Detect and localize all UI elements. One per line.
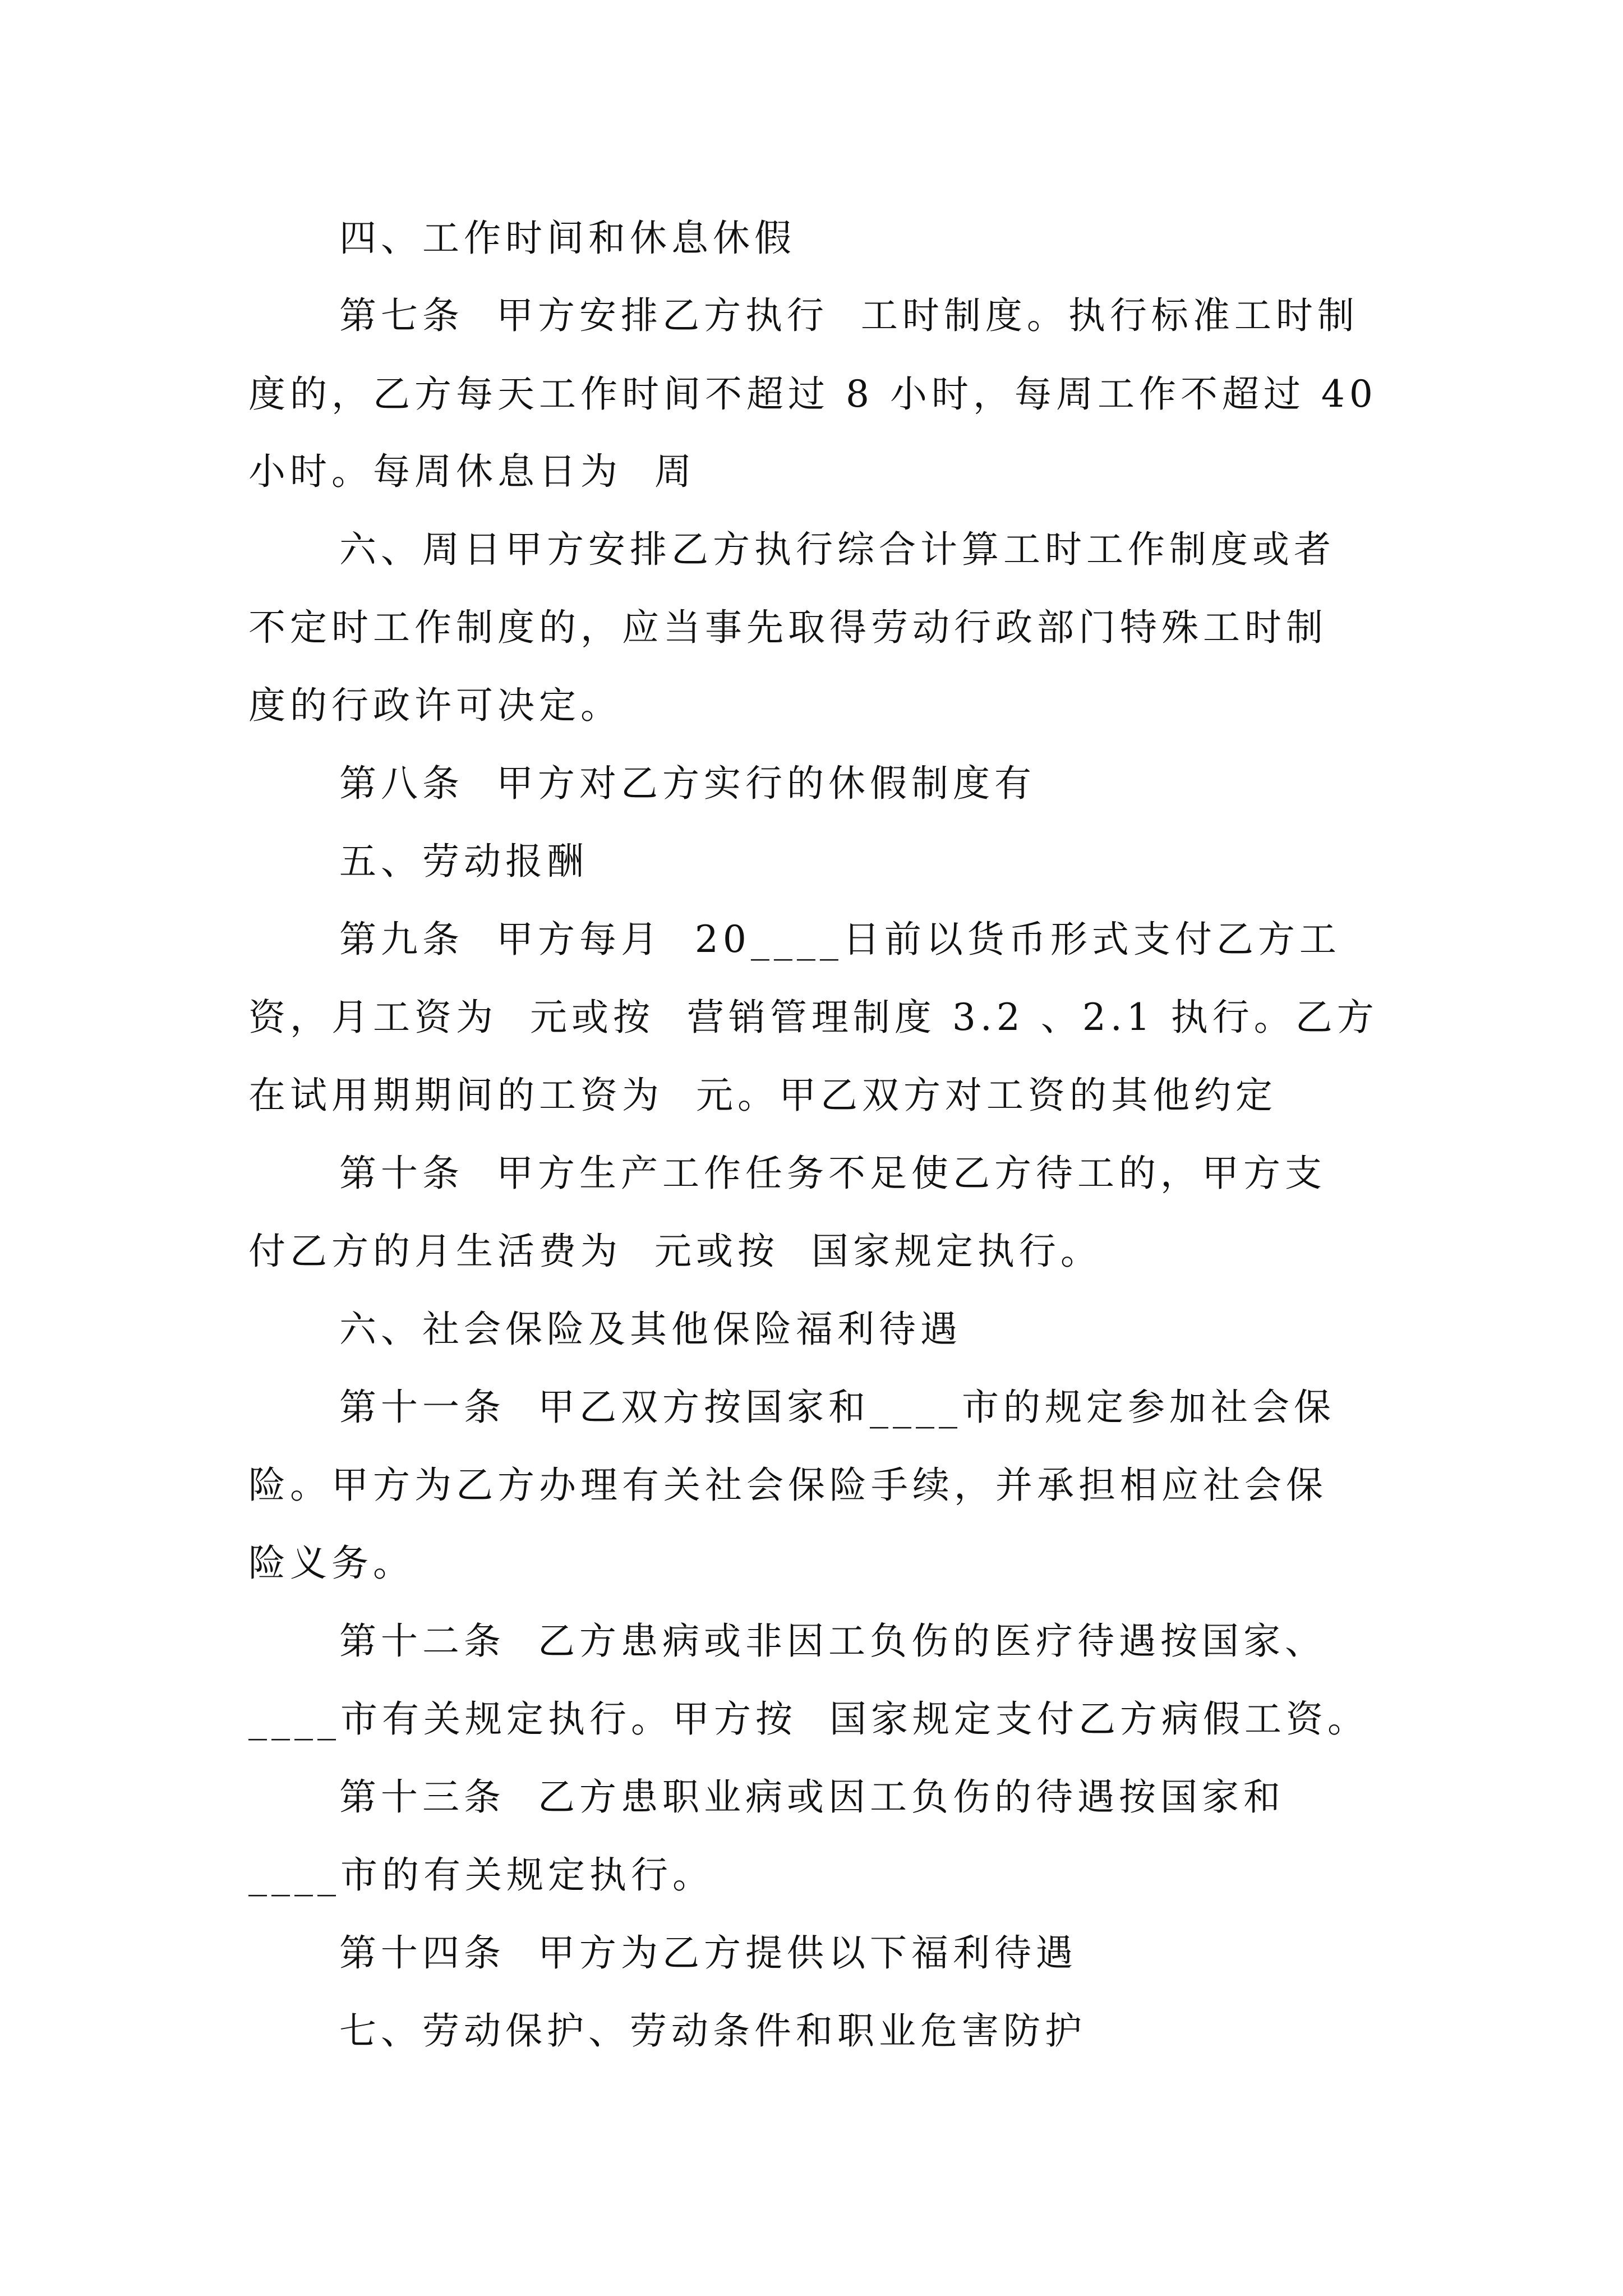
paragraph-line: 小时。每周休息日为 周 — [248, 450, 696, 493]
section-heading-5: 五、劳动报酬 — [339, 840, 588, 883]
paragraph-line: 不定时工作制度的，应当事先取得劳动行政部门特殊工时制 — [248, 606, 1327, 649]
paragraph-line: 第七条 甲方安排乙方执行 工时制度。执行标准工时制 — [339, 294, 1359, 337]
paragraph-line: 第十三条 乙方患职业病或因工负伤的待遇按国家和 — [339, 1775, 1285, 1819]
paragraph-line: 险。甲方为乙方办理有关社会保险手续，并承担相应社会保 — [248, 1464, 1327, 1507]
paragraph-line: 第八条 甲方对乙方实行的休假制度有 — [339, 762, 1036, 805]
section-heading-4: 四、工作时间和休息休假 — [339, 217, 796, 260]
paragraph-line: 度的，乙方每天工作时间不超过 8 小时，每周工作不超过 40 — [248, 372, 1377, 416]
section-heading-6: 六、社会保险及其他保险福利待遇 — [339, 1308, 962, 1351]
paragraph-line: 第九条 甲方每月 20____日前以货币形式支付乙方工 — [339, 918, 1341, 961]
paragraph-line: 第十一条 甲乙双方按国家和____市的规定参加社会保 — [339, 1386, 1335, 1429]
paragraph-line: 六、周日甲方安排乙方执行综合计算工时工作制度或者 — [339, 528, 1335, 571]
paragraph-line: ____市的有关规定执行。 — [248, 1853, 714, 1897]
paragraph-line: 第十条 甲方生产工作任务不足使乙方待工的，甲方支 — [339, 1152, 1326, 1195]
paragraph-line: 第十四条 甲方为乙方提供以下福利待遇 — [339, 1931, 1077, 1975]
section-heading-7: 七、劳动保护、劳动条件和职业危害防护 — [339, 2009, 1086, 2053]
paragraph-line: 度的行政许可决定。 — [248, 684, 622, 727]
paragraph-line: 资，月工资为 元或按 营销管理制度 3.2 、2.1 执行。乙方 — [248, 996, 1378, 1039]
paragraph-line: ____市有关规定执行。甲方按 国家规定支付乙方病假工资。 — [248, 1697, 1369, 1741]
paragraph-line: 险义务。 — [248, 1542, 414, 1585]
paragraph-line: 第十二条 乙方患病或非因工负伤的医疗待遇按国家、 — [339, 1619, 1326, 1663]
paragraph-line: 在试用期期间的工资为 元。甲乙双方对工资的其他约定 — [248, 1074, 1277, 1117]
paragraph-line: 付乙方的月生活费为 元或按 国家规定执行。 — [248, 1230, 1102, 1273]
